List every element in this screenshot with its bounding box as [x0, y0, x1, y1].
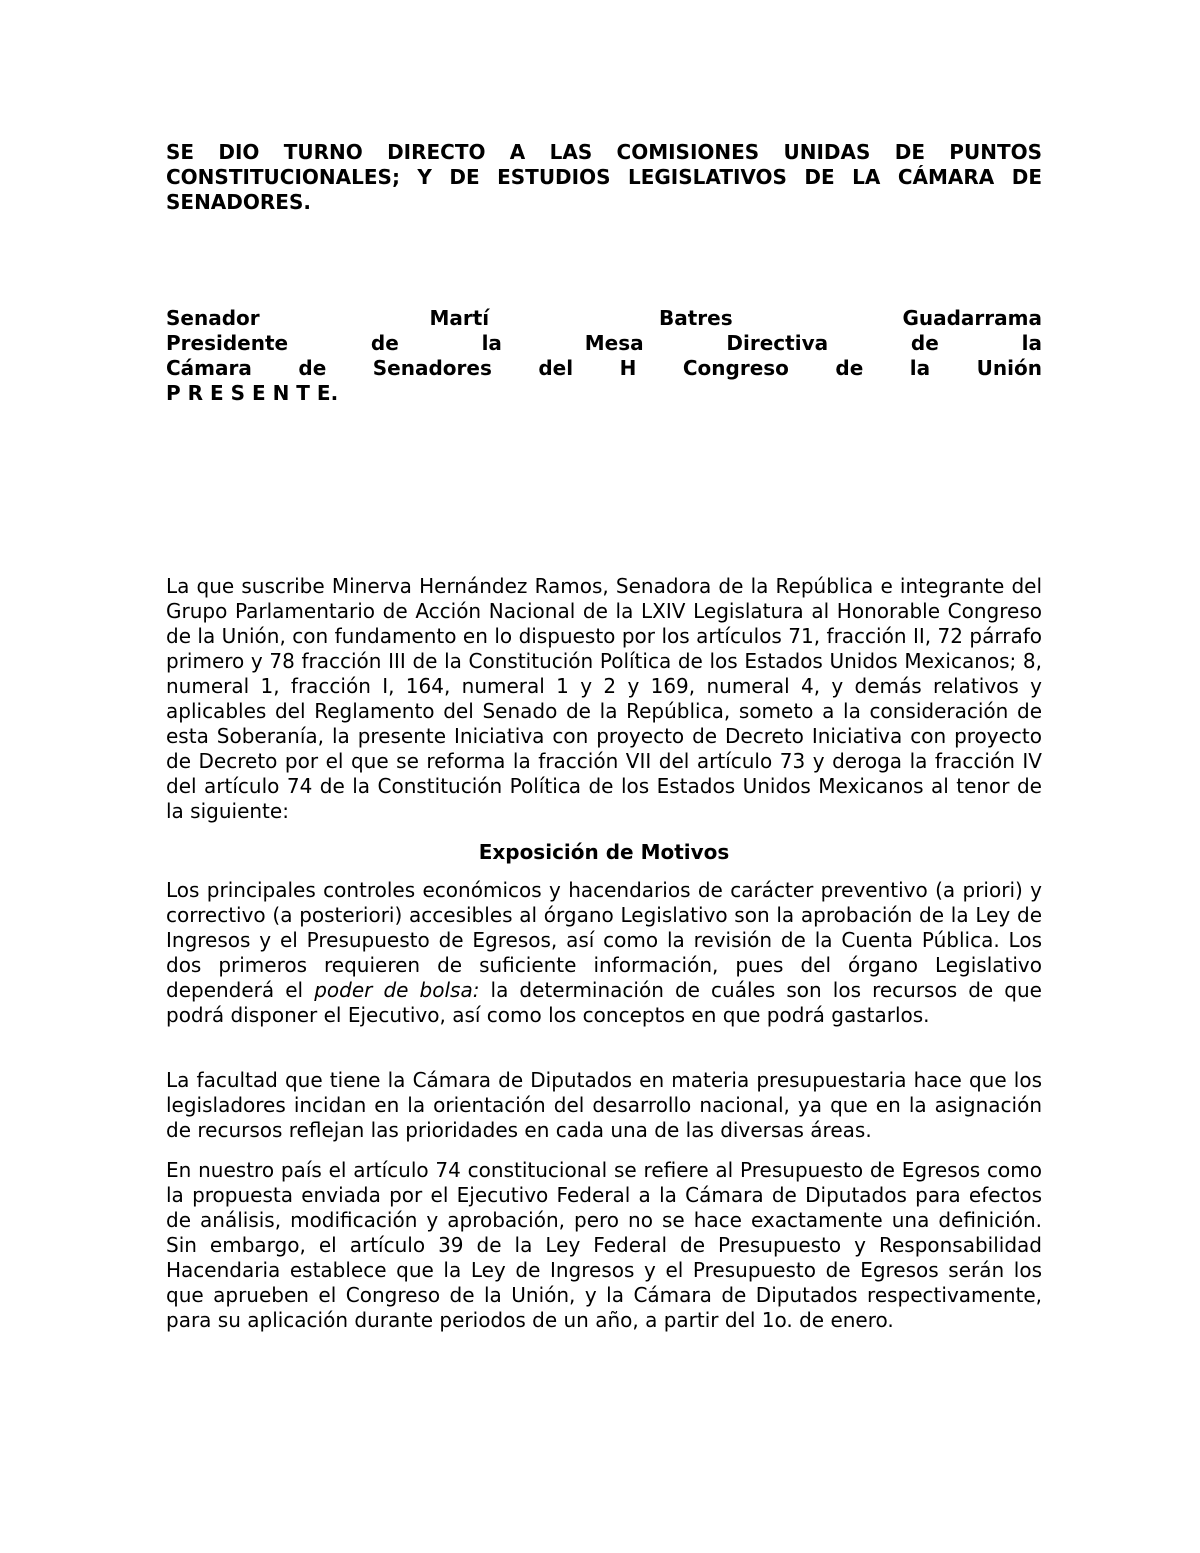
addressee-line-3 [166, 356, 1042, 381]
motives-paragraph-1 [166, 878, 1042, 1028]
addressee-line-1 [166, 306, 1042, 331]
paragraph-text: Los principales controles económicos y hacendarios de carácter preventivo (a priori) y correctivo (a posteriori) accesibles al órgano Legislativo son la aprobación de la Ley de Ingresos y el Presupuesto de Egresos, así como la revisión de la Cuenta Pública. Los dos primeros requieren de suficiente información, pues del órgano Legislativo dependerá el [166, 878, 1042, 1002]
motives-paragraph-3: En nuestro país el artículo 74 constitucional se refiere al Presupuesto de Egresos como la propuesta enviada por el Ejecutivo Federal a la Cámara de Diputados para efectos de análisis, modificación y aprobación, pero no se hace exactamente una definición. Sin embargo, el artículo 39 de la Ley Federal de Presupuesto y Responsabilidad Hacendaria establece que la Ley de Ingresos y el Presupuesto de Egresos serán los que aprueben el Congreso de la Unión, y la Cámara de Diputados respectivamente, para su aplicación durante periodos de un año, a partir del 1o. de enero. [166, 1158, 1042, 1332]
paragraph-text: la determinación de cuáles son los recursos de que podrá disponer el Ejecutivo, así como los conceptos en que podrá gastarlos. [166, 978, 1042, 1027]
addressee-word: Martí [429, 306, 490, 330]
addressee-line-2 [166, 331, 1042, 356]
intro-paragraph: La que suscribe Minerva Hernández Ramos, Senadora de la República e integrante del Grupo Parlamentario de Acción Nacional de la LXIV Legislatura al Honorable Congreso de la Unión, con fundamento en lo dispuesto por los artículos 71, fracción II, 72 párrafo primero y 78 fracción III de la Constitución Política de los Estados Unidos Mexicanos; 8, numeral 1, fracción I, 164, numeral 1 y 2 y 169, numeral 4, y demás relativos y aplicables del Reglamento del Senado de la República, someto a la consideración de esta Soberanía, la presente Iniciativa con proyecto de Decreto Iniciativa con proyecto de Decreto por el que se reforma la fracción VII del artículo 73 y deroga la fracción IV del artículo 74 de la Constitución Política de los Estados Unidos Mexicanos al tenor de la siguiente: [166, 574, 1042, 823]
addressee-word: la [1021, 331, 1042, 355]
addressee-block [166, 306, 1042, 406]
addressee-word: H [619, 356, 637, 380]
addressee-word: la [481, 331, 502, 355]
addressee-word: Unión [976, 356, 1042, 380]
italic-term: poder de bolsa: [314, 978, 480, 1002]
addressee-word: de [910, 331, 939, 355]
addressee-word: Mesa [584, 331, 644, 355]
addressee-line-4 [166, 381, 1042, 406]
addressee-word: Senadores [372, 356, 492, 380]
addressee-word: de [835, 356, 864, 380]
presente-label: P R E S E N T E. [166, 381, 339, 405]
section-heading: Exposición de Motivos [478, 840, 730, 864]
addressee-word: Directiva [726, 331, 829, 355]
addressee-word: Batres [658, 306, 733, 330]
addressee-word: Senador [166, 306, 260, 330]
addressee-word: Guadarrama [902, 306, 1042, 330]
addressee-word: de [298, 356, 327, 380]
addressee-word: Cámara [166, 356, 252, 380]
addressee-word: de [370, 331, 399, 355]
turn-notice: SE DIO TURNO DIRECTO A LAS COMISIONES UNIDAS DE PUNTOS CONSTITUCIONALES; Y DE ESTUDIOS LEGISLATIVOS DE LA CÁMARA DE SENADORES. [166, 140, 1042, 214]
addressee-word: la [909, 356, 931, 380]
motives-paragraph-2: La facultad que tiene la Cámara de Diputados en materia presupuestaria hace que los legisladores incidan en la orientación del desarrollo nacional, ya que en la asignación de recursos reflejan las prioridades en cada una de las diversas áreas. [166, 1068, 1042, 1142]
addressee-word: del [538, 356, 574, 380]
addressee-word: Congreso [682, 356, 789, 380]
addressee-word: Presidente [166, 331, 289, 355]
